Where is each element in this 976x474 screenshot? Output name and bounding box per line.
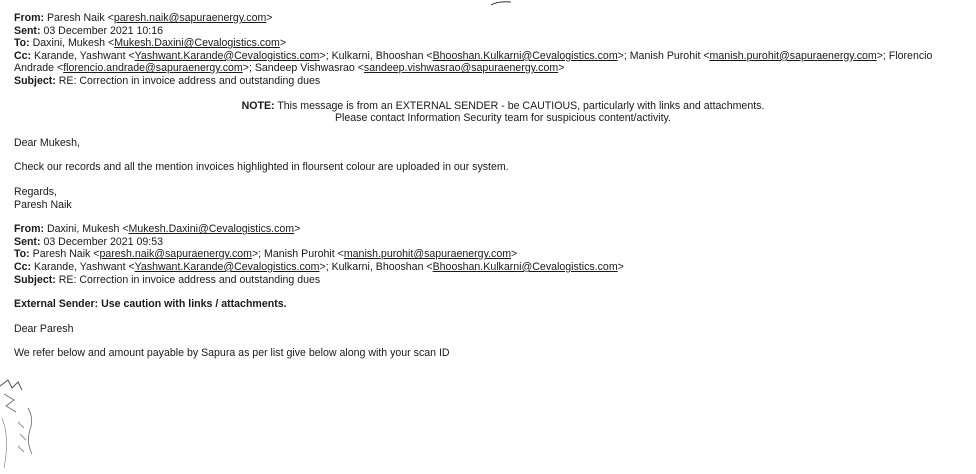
cc-email-link[interactable]: manish.purohit@sapuraenergy.com xyxy=(709,49,877,62)
greeting: Dear Mukesh, xyxy=(14,136,80,149)
from-email-link[interactable]: paresh.naik@sapuraenergy.com xyxy=(113,12,267,24)
to-email-link[interactable]: paresh.naik@sapuraenergy.com xyxy=(99,248,252,261)
external-sender-notice: NOTE: This message is from an EXTERNAL SENDER - be CAUTIOUS, particularly with links and attachments. Please contact Information Security team for suspicious content/activity. xyxy=(241,99,765,125)
cc-email-link[interactable]: Bhooshan.Kulkarni@Cevalogistics.com xyxy=(432,49,618,62)
from-email-link[interactable]: Mukesh.Daxini@Cevalogistics.com xyxy=(128,223,295,236)
cc-email-link[interactable]: sandeep.vishwasrao@sapuraenergy.com xyxy=(363,62,559,75)
message-body: Check our records and all the mention invoices highlighted in floursent colour are uploaded in our system. xyxy=(14,161,509,174)
cc-email-link[interactable]: Yashwant.Karande@Cevalogistics.com xyxy=(134,260,320,273)
scan-stamp-icon xyxy=(0,378,42,474)
to-email-link[interactable]: manish.purohit@sapuraenergy.com xyxy=(343,248,512,261)
header-cc: Cc: Karande, Yashwant <Yashwant.Karande@Cevalogistics.com>; Kulkarni, Bhooshan <Bhooshan.Kulkarni@Cevalogistics.com>; Manish Purohit <manish.purohit@sapuraenergy.com>; Florencio xyxy=(14,49,933,62)
external-sender-warning: External Sender: Use caution with links / attachments. xyxy=(14,298,287,311)
quoted-greeting: Dear Paresh xyxy=(14,322,74,335)
signature: Paresh Naik xyxy=(14,198,72,211)
closing: Regards, xyxy=(14,185,57,198)
header-subject: Subject: RE: Correction in invoice address and outstanding dues xyxy=(14,74,321,87)
cc-email-link[interactable]: Bhooshan.Kulkarni@Cevalogistics.com xyxy=(432,260,618,273)
header-from: From: Paresh Naik <paresh.naik@sapuraenergy.com> xyxy=(14,12,273,24)
email-document xyxy=(14,12,972,360)
quoted-message-body: We refer below and amount payable by Sapura as per list give below along with your scan ID xyxy=(14,347,450,360)
cc-email-link[interactable]: Yashwant.Karande@Cevalogistics.com xyxy=(134,49,320,62)
header-cc-continued: Andrade <florencio.andrade@sapuraenergy.com>; Sandeep Vishwasrao <sandeep.vishwasrao@sapuraenergy.com> xyxy=(14,62,565,75)
quoted-header-subject: Subject: RE: Correction in invoice address and outstanding dues xyxy=(14,273,321,286)
quoted-header-from: From: Daxini, Mukesh <Mukesh.Daxini@Cevalogistics.com> xyxy=(14,223,301,236)
quoted-header-sent: Sent: 03 December 2021 09:53 xyxy=(14,235,163,248)
header-sent: Sent: 03 December 2021 10:16 xyxy=(14,24,163,37)
quoted-header-cc: Cc: Karande, Yashwant <Yashwant.Karande@Cevalogistics.com>; Kulkarni, Bhooshan <Bhooshan.Kulkarni@Cevalogistics.com> xyxy=(14,260,624,273)
quoted-header-to: To: Paresh Naik <paresh.naik@sapuraenergy.com>; Manish Purohit <manish.purohit@sapuraenergy.com> xyxy=(14,248,518,261)
scan-mark-icon xyxy=(490,0,512,6)
header-to: To: Daxini, Mukesh <Mukesh.Daxini@Cevalogistics.com> xyxy=(14,37,286,50)
to-email-link[interactable]: Mukesh.Daxini@Cevalogistics.com xyxy=(114,37,280,50)
cc-email-link[interactable]: florencio.andrade@sapuraenergy.com xyxy=(63,62,243,75)
